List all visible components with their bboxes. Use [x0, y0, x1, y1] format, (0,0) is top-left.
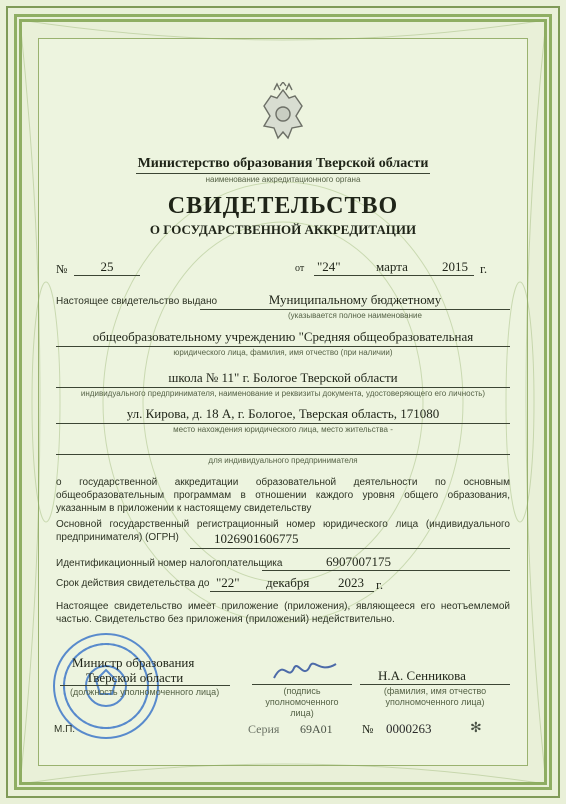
- inn-value: 6907007175: [326, 554, 391, 569]
- issued-line-3: школа № 11" г. Бологое Тверской области: [168, 370, 398, 385]
- ministry-caption: наименование аккредитационного органа: [205, 175, 361, 184]
- entrepreneur-underline: [56, 454, 510, 455]
- series-label: Серия: [248, 722, 280, 736]
- issue-month: марта: [376, 259, 408, 274]
- position-underline: [60, 685, 230, 686]
- address-line: ул. Кирова, д. 18 А, г. Бологое, Тверская область, 171080: [126, 406, 440, 421]
- mp-label: М.П.: [54, 724, 76, 735]
- ministry-name: Министерство образования Тверской области: [137, 156, 429, 171]
- coat-of-arms-icon: [250, 82, 316, 144]
- name-caption: (фамилия, имя отчество уполномоченного лица): [383, 686, 487, 707]
- document-title: СВИДЕТЕЛЬСТВО: [167, 193, 399, 219]
- validity-month: декабря: [266, 575, 310, 590]
- appendix-text: Настоящее свидетельство имеет приложение (приложения), являющееся его неотъемлемой частью. Свидетельство без приложения (приложений) недействительно.: [56, 601, 510, 625]
- issued-line-2: общеобразовательному учреждению "Средняя общеобразовательная: [92, 329, 474, 344]
- signature-caption: (подпись уполномоченного лица): [265, 686, 339, 718]
- issued-caption-3: индивидуального предпринимателя, наименование и реквизиты документа, удостоверяющего его личность): [80, 389, 486, 398]
- ogrn-value: 1026901606775: [214, 531, 299, 546]
- ministry-underline: [136, 173, 430, 174]
- inn-underline: [262, 570, 510, 571]
- issued-caption-2: юридического лица, фамилия, имя отчество (при наличии): [173, 348, 393, 357]
- position-caption: (должность уполномоченного лица): [70, 687, 220, 697]
- number-label: №: [56, 262, 68, 276]
- address-caption: место нахождения юридического лица, место жительства -: [173, 425, 393, 434]
- issued-underline-3: [56, 387, 510, 388]
- issued-underline-2: [56, 346, 510, 347]
- position-line-2: Тверской области: [86, 670, 184, 685]
- name-underline: [360, 684, 510, 685]
- validity-year: 2023: [338, 575, 364, 590]
- signature-underline: [252, 684, 352, 685]
- signature-icon: [270, 654, 340, 684]
- issue-year: 2015: [442, 259, 468, 274]
- issued-label: Настоящее свидетельство выдано: [56, 296, 218, 307]
- number-underline: [74, 275, 140, 276]
- issued-line-1: Муниципальному бюджетному: [268, 292, 442, 307]
- series-number-label: №: [362, 722, 374, 736]
- inn-label: Идентификационный номер налогоплательщика: [56, 558, 283, 569]
- issue-day: "24": [317, 259, 341, 274]
- validity-year-suffix: г.: [376, 577, 384, 592]
- signatory-name: Н.А. Сенникова: [378, 668, 466, 683]
- date-from-label: от: [295, 263, 305, 274]
- series-number: 0000263: [386, 721, 432, 736]
- entrepreneur-caption: для индивидуального предпринимателя: [208, 456, 358, 465]
- certificate-number: 25: [100, 259, 114, 274]
- address-underline: [56, 423, 510, 424]
- accreditation-text: о государственной аккредитации образовательной деятельности по основным общеобразовательным программам в отношении каждого уровня общего образования, указанным в приложении к настоящему свидетельству: [56, 477, 510, 514]
- validity-underline: [210, 591, 374, 592]
- validity-day: "22": [216, 575, 240, 590]
- position-line-1: Министр образования: [72, 655, 195, 670]
- document-subtitle: О ГОСУДАРСТВЕННОЙ АККРЕДИТАЦИИ: [149, 222, 417, 237]
- issued-underline-1: [200, 309, 510, 310]
- asterisk-icon: ✻: [470, 721, 482, 736]
- date-underline: [314, 275, 474, 276]
- ogrn-underline: [190, 548, 510, 549]
- ogrn-label: Основной государственный регистрационный номер юридического лица (индивидуального предпринимателя) (ОГРН): [56, 519, 510, 543]
- series-value: 69А01: [300, 722, 333, 736]
- issued-caption-1: (указывается полное наименование: [288, 311, 422, 320]
- validity-label: Срок действия свидетельства до: [56, 578, 210, 589]
- issue-year-suffix: г.: [480, 261, 488, 276]
